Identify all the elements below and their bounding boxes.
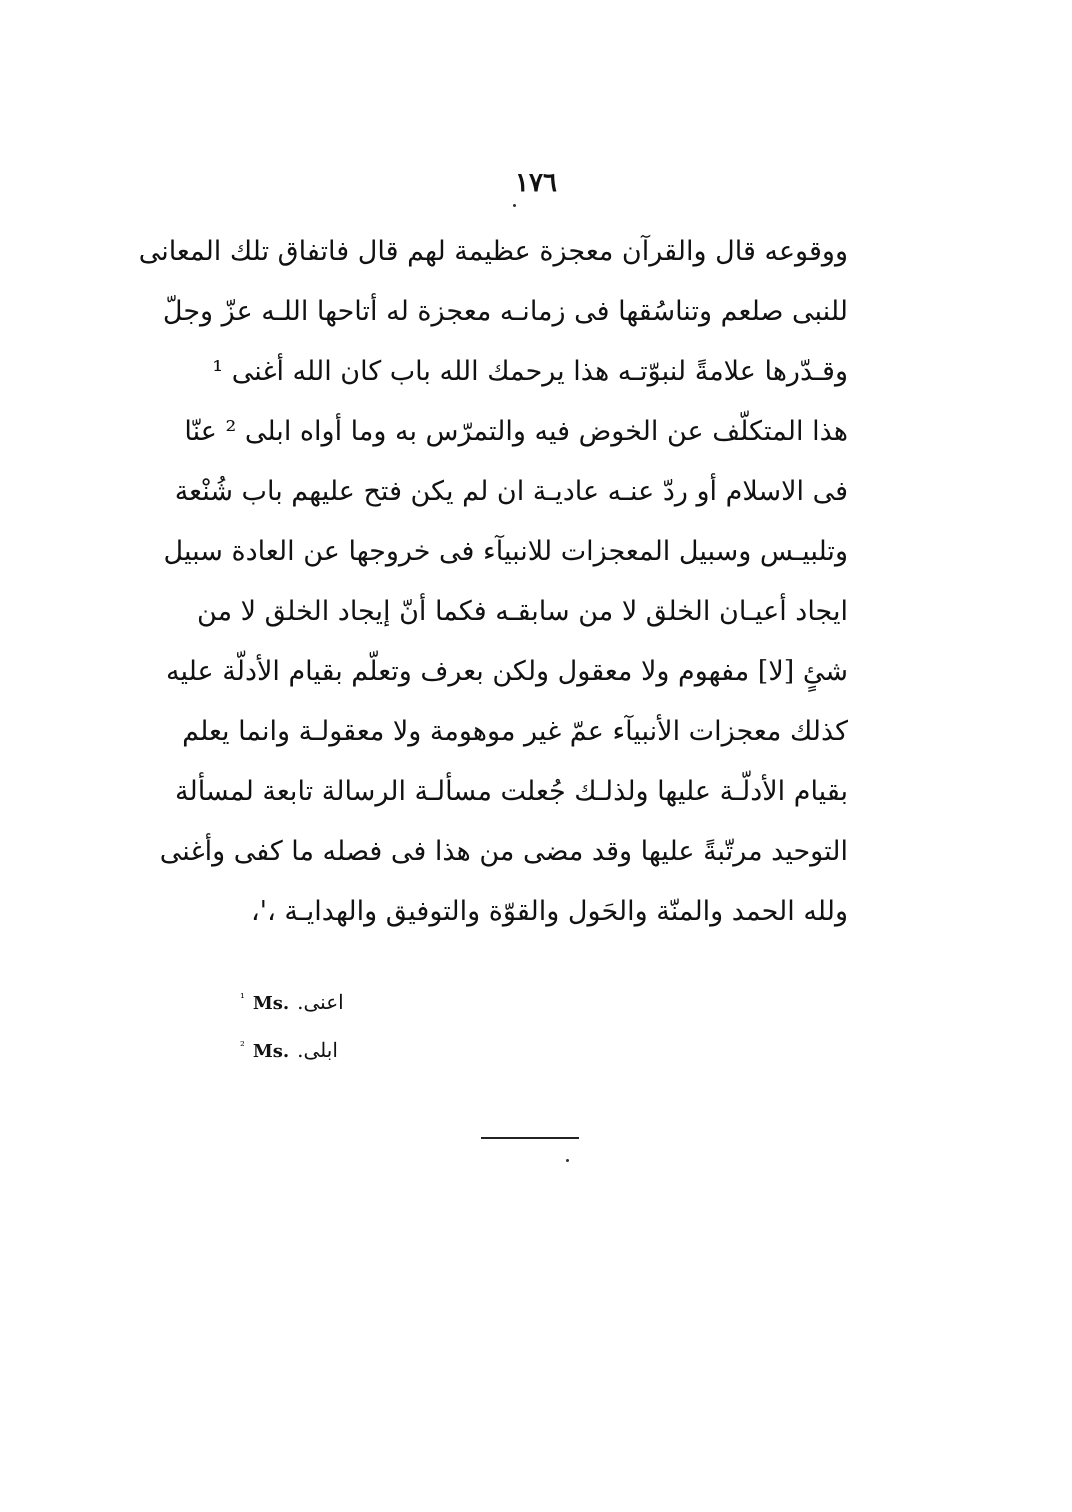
page-number: ١٧٦ (515, 168, 557, 198)
footnote-reading: ابلى. (297, 1038, 338, 1062)
text-line: فى الاسلام أو ردّ عنـه عاديـة ان لم يكن فتح عليهم باب شُنْعة (174, 476, 848, 507)
footnote-mark: ² (240, 1039, 245, 1053)
text-line: كذلك معجزات الأنبيآء عمّ غير موهومة ولا معقولـة وانما يعلم (182, 716, 848, 747)
footnote (240, 980, 540, 1028)
page-number-mark (513, 204, 516, 207)
text-line: للنبى صلعم وتناسُقها فى زمانـه معجزة له أتاحها اللـه عزّ وجلّ (162, 296, 848, 327)
text-line: التوحيد مرتّبةً عليها وقد مضى من هذا فى فصله ما كفى وأغنى (159, 836, 848, 867)
footnote-mark: ¹ (240, 991, 245, 1005)
text-line: وتلبيـس وسبيل المعجزات للانبيآء فى خروجها عن العادة سبيل (163, 536, 848, 567)
body-text (138, 222, 848, 942)
footnote-ms: Ms. (252, 993, 290, 1014)
text-line: ولله الحمد والمنّة والحَول والقوّة والتوفيق والهدايـة ،'، (250, 896, 848, 927)
end-rule (481, 1137, 579, 1139)
text-line: شئٍ [لا] مفهوم ولا معقول ولكن بعرف وتعلّم بقيام الأدلّة عليه (165, 656, 848, 687)
footnotes (240, 980, 540, 1076)
text-line: هذا المتكلّف عن الخوض فيه والتمرّس به وما أواه ابلى ² عنّا (184, 416, 848, 447)
end-mark (566, 1159, 569, 1162)
text-line: بقيام الأدلّـة عليها ولذلـك جُعلت مسألـة الرسالة تابعة لمسألة (175, 776, 848, 807)
footnote-reading: اعنى. (297, 990, 344, 1014)
footnote (240, 1028, 540, 1076)
text-line: ايجاد أعيـان الخلق لا من سابقـه فكما أنّ إيجاد الخلق لا من (197, 596, 848, 627)
text-line: وقـدّرها علامةً لنبوّتـه هذا يرحمك الله باب كان الله أغنى ¹ (212, 356, 848, 387)
footnote-ms: Ms. (252, 1041, 290, 1062)
text-line: ووقوعه قال والقرآن معجزة عظيمة لهم قال فاتفاق تلك المعانى (138, 236, 848, 267)
